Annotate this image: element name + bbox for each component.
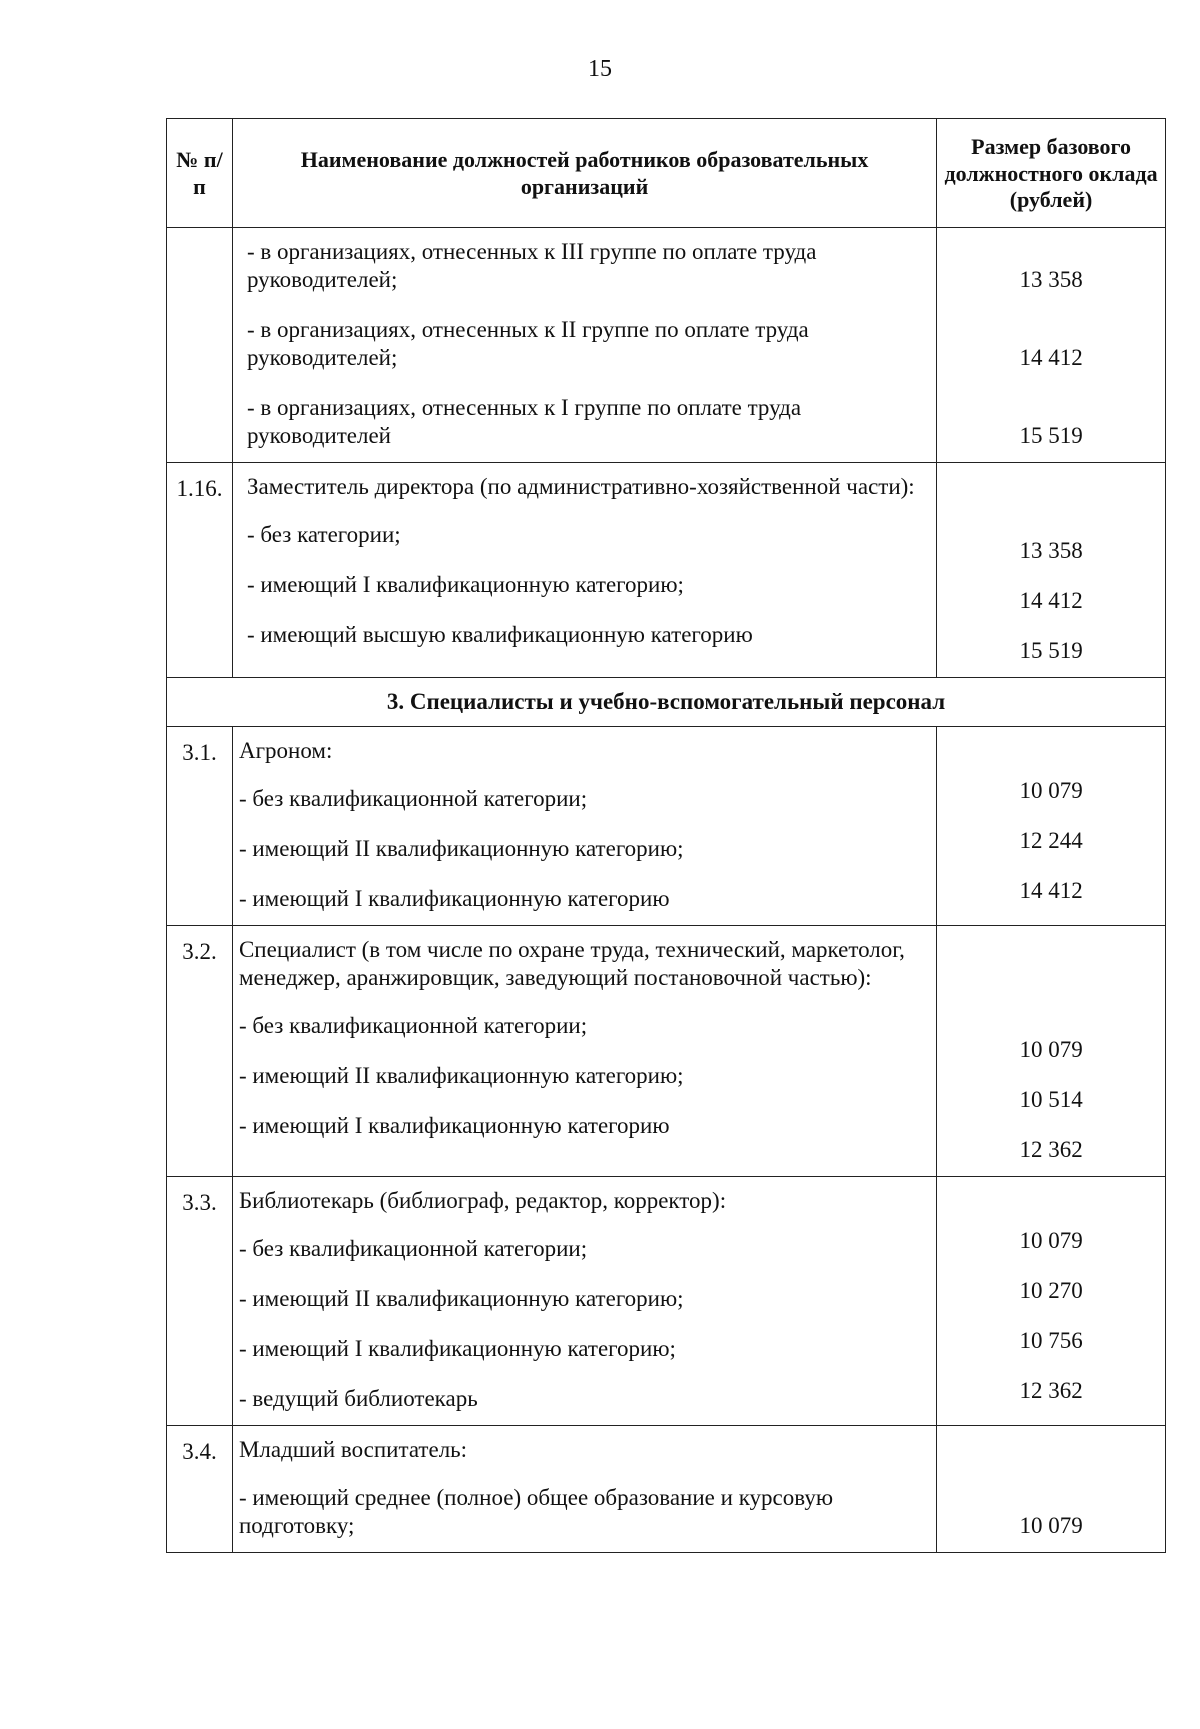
table-row <box>167 926 1166 1177</box>
row-values <box>937 463 1166 678</box>
salary-value: 15 519 <box>1019 637 1083 663</box>
row-name <box>232 1177 936 1426</box>
row-name <box>232 727 936 926</box>
salary-value: 12 362 <box>1019 1137 1083 1163</box>
list-item: - в организациях, отнесенных к III группе по оплате труда руководителей; <box>246 238 817 292</box>
salary-value: 12 362 <box>1019 1378 1083 1404</box>
row-values <box>937 1426 1166 1553</box>
section-row <box>167 678 1166 727</box>
salary-value: 14 412 <box>1019 587 1083 613</box>
salary-value: 13 358 <box>1019 537 1083 563</box>
row-values <box>937 1177 1166 1426</box>
row-num: 3.1. <box>167 727 233 926</box>
row-values <box>937 727 1166 926</box>
row-title: Специалист (в том числе по охране труда, технический, маркетолог, менеджер, аранжировщик, заведующий постановочной частью): <box>238 937 905 991</box>
list-item: - без квалификационной категории; <box>238 1236 588 1262</box>
list-item: - имеющий I квалификационную категорию <box>238 1113 670 1139</box>
list-item: - имеющий I квалификационную категорию; <box>238 1336 676 1362</box>
list-item: - имеющий II квалификационную категорию; <box>238 836 684 862</box>
salary-value: 14 412 <box>1019 878 1083 903</box>
table-row <box>167 1177 1166 1426</box>
row-title: Библиотекарь (библиограф, редактор, корректор): <box>238 1188 727 1214</box>
list-item: - имеющий I квалификационную категорию <box>238 886 670 912</box>
salary-value: 10 756 <box>1019 1328 1083 1354</box>
header-num: № п/п <box>167 119 233 228</box>
row-name <box>232 1426 936 1553</box>
salary-value: 10 079 <box>1019 1037 1083 1063</box>
table-row <box>167 727 1166 926</box>
section-title: 3. Специалисты и учебно-вспомогательный персонал <box>167 678 1166 727</box>
row-num-empty <box>167 228 233 463</box>
row-name <box>232 926 936 1177</box>
list-item: - в организациях, отнесенных к I группе по оплате труда руководителей <box>246 394 802 448</box>
list-item: - имеющий II квалификационную категорию; <box>238 1063 684 1089</box>
salary-value: 10 079 <box>1019 1228 1083 1254</box>
row-num: 3.2. <box>167 926 233 1177</box>
row-values <box>937 228 1166 463</box>
list-item: - имеющий среднее (полное) общее образование и курсовую подготовку; <box>238 1485 834 1539</box>
row-name <box>232 228 936 463</box>
salary-value: 12 244 <box>1019 828 1083 853</box>
page-number: 15 <box>588 56 612 82</box>
list-item: - имеющий I квалификационную категорию; <box>246 572 684 597</box>
row-num: 1.16. <box>167 463 233 678</box>
table-header-row <box>167 119 1166 228</box>
row-values <box>937 926 1166 1177</box>
salary-value: 10 079 <box>1019 1513 1083 1539</box>
table-row <box>167 228 1166 463</box>
list-item: - ведущий библиотекарь <box>238 1386 478 1412</box>
table-row <box>167 463 1166 678</box>
salary-value: 10 270 <box>1019 1278 1083 1304</box>
row-title: Агроном: <box>238 738 333 764</box>
header-salary: Размер базового должностного оклада (рублей) <box>937 119 1166 228</box>
list-item: - без категории; <box>246 522 401 547</box>
row-num: 3.4. <box>167 1426 233 1553</box>
salary-value: 13 358 <box>1019 266 1083 292</box>
row-title: Младший воспитатель: <box>238 1437 468 1463</box>
salary-value: 15 519 <box>1019 422 1083 448</box>
list-item: - имеющий II квалификационную категорию; <box>238 1286 684 1312</box>
salary-value: 10 079 <box>1019 778 1083 803</box>
table-row <box>167 1426 1166 1553</box>
salary-table <box>166 118 1166 1553</box>
header-name: Наименование должностей работников образовательных организаций <box>232 119 936 228</box>
salary-value: 10 514 <box>1019 1087 1083 1113</box>
list-item: - без квалификационной категории; <box>238 1013 588 1039</box>
salary-value: 14 412 <box>1019 344 1083 370</box>
row-title: Заместитель директора (по административно-хозяйственной части): <box>246 474 915 499</box>
row-num: 3.3. <box>167 1177 233 1426</box>
list-item: - без квалификационной категории; <box>238 786 588 812</box>
list-item: - имеющий высшую квалификационную категорию <box>246 622 753 647</box>
list-item: - в организациях, отнесенных к II группе по оплате труда руководителей; <box>246 316 809 370</box>
row-name <box>232 463 936 678</box>
